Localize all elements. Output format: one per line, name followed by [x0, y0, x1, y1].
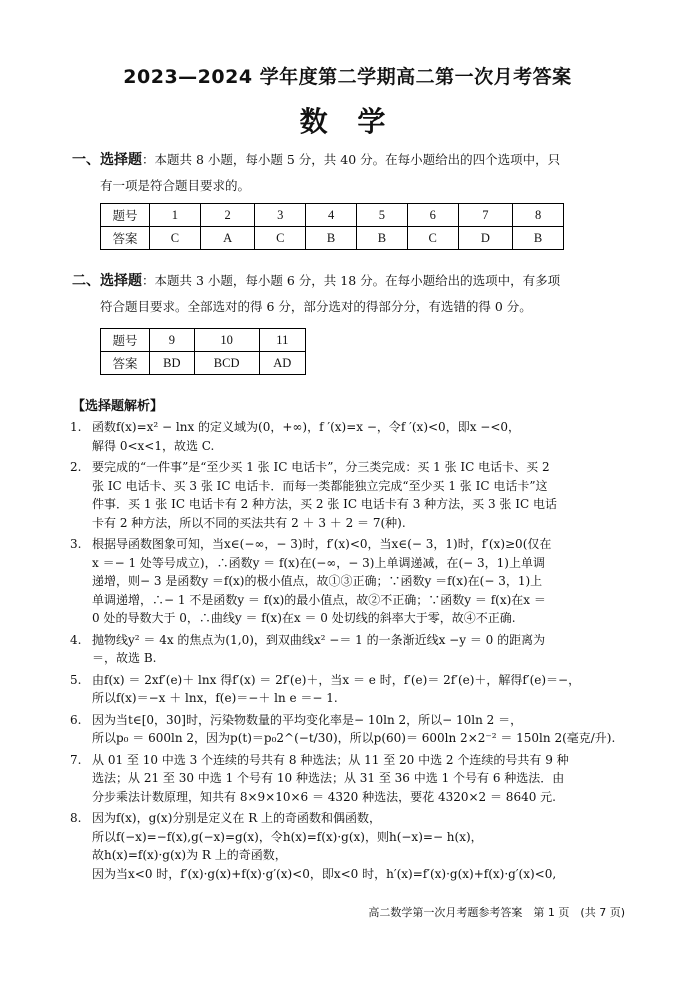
- solution-line: 因为f(x)，g(x)分别是定义在 R 上的奇函数和偶函数，: [92, 811, 382, 825]
- item-number: 3.: [70, 537, 82, 551]
- solution-line: 件事．买 1 张 IC 电话卡有 2 种方法，买 2 张 IC 电话卡有 3 种方法，买 3 张 IC 电话: [92, 497, 557, 511]
- question-number: 1: [150, 204, 201, 227]
- section-2-answer-table: [100, 328, 306, 375]
- solution-line: 因为当t∈[0，30]时，污染物数量的平均变化率是− 10ln 2，所以− 10ln 2 ＝，: [92, 712, 523, 727]
- question-number: 2: [200, 204, 255, 227]
- question-number: 11: [259, 329, 305, 352]
- item-number: 5.: [70, 672, 82, 687]
- question-number: 6: [407, 204, 458, 227]
- table-row: [101, 329, 306, 352]
- question-number: 9: [150, 329, 195, 352]
- answer-cell: BCD: [194, 352, 259, 375]
- item-number: 7.: [70, 752, 82, 767]
- page-footer: 高二数学第一次月考题参考答案 第 1 页 (共 7 页): [368, 906, 625, 919]
- item-number: 6.: [70, 712, 82, 727]
- row-label: 题号: [101, 204, 150, 227]
- solution-line: 0 处的导数大于 0，∴曲线y ＝ f(x)在x ＝ 0 处切线的斜率大于零，故④不正确.: [92, 611, 516, 625]
- solution-line: 解得 0<x<1，故选 C.: [92, 438, 215, 453]
- answer-cell: B: [306, 227, 357, 250]
- solution-list: [70, 418, 640, 886]
- item-number: 1.: [70, 420, 82, 434]
- solution-line: 所以f(x)＝−x ＋ lnx，f(e)＝−＋ ln e ＝− 1.: [92, 691, 338, 705]
- question-number: 4: [306, 204, 357, 227]
- section-2-instructions: [72, 268, 642, 319]
- table-row: [101, 227, 564, 250]
- solution-line: 张 IC 电话卡、买 3 张 IC 电话卡．而每一类都能独立完成“至少买 1 张 IC 电话卡”这: [92, 478, 548, 493]
- table-row: [101, 352, 306, 375]
- row-label: 答案: [101, 352, 150, 375]
- solution-line: ＝，故选 B.: [92, 651, 157, 665]
- answer-cell: C: [255, 227, 306, 250]
- section-2-heading: 二、选择题: [72, 273, 142, 289]
- solution-line: x ＝− 1 处等号成立)，∴函数y ＝ f(x)在(−∞，− 3)上单调递减，在(− 3，1)上单调: [92, 555, 545, 570]
- subject-title: 数 学: [299, 105, 396, 138]
- solution-line: 函数f(x)=x² − lnx 的定义域为(0，+∞)，f ′(x)=x −，令f ′(x)<0，即x −<0，: [92, 420, 521, 434]
- analysis-heading: 【选择题解析】: [72, 399, 164, 414]
- list-item: [70, 535, 640, 628]
- solution-line: 故h(x)=f(x)·g(x)为 R 上的奇函数，: [92, 848, 287, 862]
- list-item: [70, 671, 640, 708]
- answer-cell: B: [513, 227, 564, 250]
- solution-line: 单调递增，∴− 1 不是函数y ＝ f(x)的最小值点，故②不正确；∵函数y ＝ f(x)在x ＝: [92, 592, 546, 607]
- list-item: [70, 711, 640, 748]
- solution-line: 要完成的“一件事”是“至少买 1 张 IC 电话卡”，分三类完成：买 1 张 IC 电话卡、买 2: [92, 460, 550, 474]
- answer-cell: AD: [259, 352, 305, 375]
- question-number: 5: [356, 204, 407, 227]
- page-title: 2023—2024 学年度第二学期高二第一次月考答案: [123, 66, 572, 88]
- table-row: [101, 204, 564, 227]
- question-number: 3: [255, 204, 306, 227]
- section-1-text-line1: ：本题共 8 小题，每小题 5 分，共 40 分。在每小题给出的四个选项中，只: [142, 152, 561, 167]
- solution-line: 卡有 2 种方法，所以不同的买法共有 2 ＋ 3 ＋ 2 ＝ 7(种).: [92, 515, 406, 530]
- answer-cell: BD: [150, 352, 195, 375]
- list-item: [70, 458, 640, 532]
- solution-line: 分步乘法计数原理，知共有 8×9×10×6 ＝ 4320 种选法，要花 4320×2 ＝ 8640 元.: [92, 789, 556, 804]
- question-number: 10: [194, 329, 259, 352]
- section-1-heading: 一、选择题: [72, 152, 142, 168]
- section-2-text-line1: ：本题共 3 小题，每小题 6 分，共 18 分。在每小题给出的选项中，有多项: [142, 273, 561, 288]
- item-number: 4.: [70, 632, 82, 647]
- answer-cell: A: [200, 227, 255, 250]
- section-2-text-line2: 符合题目要求。全部选对的得 6 分，部分选对的得部分分，有选错的得 0 分。: [100, 299, 532, 314]
- section-1-text-line2: 有一项是符合题目要求的。: [100, 178, 251, 193]
- list-item: [70, 751, 640, 807]
- list-item: [70, 809, 640, 883]
- row-label: 题号: [101, 329, 150, 352]
- answer-cell: C: [150, 227, 201, 250]
- answer-cell: B: [356, 227, 407, 250]
- answer-cell: C: [407, 227, 458, 250]
- item-number: 8.: [70, 811, 82, 825]
- list-item: [70, 631, 640, 668]
- solution-line: 抛物线y² ＝ 4x 的焦点为(1,0)，到双曲线x² −＝ 1 的一条渐近线x −y ＝ 0 的距离为: [92, 632, 546, 647]
- item-number: 2.: [70, 460, 82, 474]
- answer-cell: D: [458, 227, 513, 250]
- solution-line: 因为当x<0 时，f′(x)·g(x)+f(x)·g′(x)<0，即x<0 时，h′(x)=f′(x)·g(x)+f(x)·g′(x)<0,: [92, 866, 557, 881]
- solution-line: 所以f(−x)=−f(x),g(−x)=g(x)，令h(x)=f(x)·g(x)，则h(−x)=− h(x)，: [92, 829, 483, 844]
- question-number: 8: [513, 204, 564, 227]
- solution-line: 从 01 至 10 中选 3 个连续的号共有 8 种选法；从 11 至 20 中选 2 个连续的号共有 9 种: [92, 752, 569, 767]
- solution-line: 根据导函数图象可知，当x∈(−∞，− 3)时，f′(x)<0，当x∈(− 3，1)时，f′(x)≥0(仅在: [92, 537, 552, 551]
- list-item: [70, 418, 640, 455]
- section-1-answer-table: [100, 203, 564, 250]
- question-number: 7: [458, 204, 513, 227]
- solution-line: 由f(x) ＝ 2xf′(e)＋ lnx 得f′(x) ＝ 2f′(e)＋，当x ＝ e 时，f′(e)＝ 2f′(e)＋，解得f′(e)＝−，: [92, 672, 581, 687]
- solution-line: 所以p₀ ＝ 600ln 2，因为p(t)＝p₀2^(−t/30)，所以p(60)＝ 600ln 2×2⁻² ＝ 150ln 2(毫克/升).: [92, 731, 616, 745]
- section-1-instructions: [72, 147, 642, 198]
- solution-line: 选法；从 21 至 30 中选 1 个号有 10 种选法；从 31 至 36 中选 1 个号有 6 种选法．由: [92, 771, 565, 785]
- solution-line: 递增，则− 3 是函数y ＝f(x)的极小值点，故①③正确；∵函数y ＝f(x)在(− 3，1)上: [92, 574, 543, 588]
- row-label: 答案: [101, 227, 150, 250]
